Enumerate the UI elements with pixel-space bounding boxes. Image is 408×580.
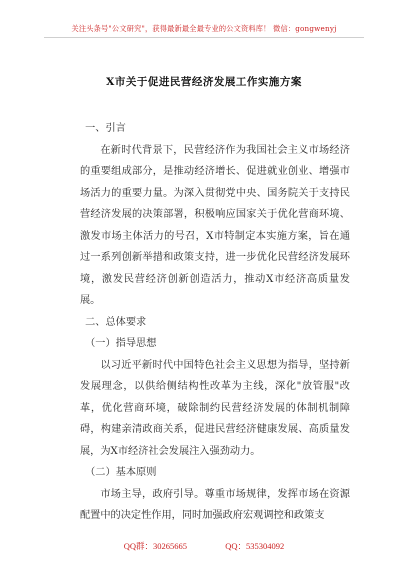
subheading-basic-principles: （二）基本原则 [85,467,157,478]
paragraph-intro: 在新时代背景下，民营经济作为我国社会主义市场经济的重要组成部分，是推动经济增长、促进就业创业、增强市场活力的重要力量。为深入贯彻党中央、国务院关于支持民营经济发展的决策部署，积极响应国家关于优化营商环境、激发市场主体活力的号召，X市特制定本实施方案，旨在通过一系列创新举措和政策支持，进一步优化民营经济发展环境，激发民营经济创新创造活力，推动X市经济高质量发展。 [80,144,350,306]
footer-contact [0,540,408,552]
section-heading-intro: 一、引言 [85,123,126,134]
paragraph-guiding-ideology: 以习近平新时代中国特色社会主义思想为指导，坚持新发展理念，以供给侧结构性改革为主线，深化"放管服"改革，优化营商环境，破除制约民营经济发展的体制机制障碍，构建亲清政商关系，促进民营经济健康发展、高质量发展，为X市经济社会发展注入强劲动力。 [80,359,350,457]
footer-qq-group: QQ群：30265665 [123,541,188,551]
footer-qq: QQ：535304092 [225,541,285,551]
section-heading-requirements: 二、总体要求 [85,316,147,328]
header-divider [44,37,364,38]
paragraph-basic-principles: 市场主导，政府引导。尊重市场规律，发挥市场在资源配置中的决定性作用，同时加强政府宏观调控和政策支 [80,488,350,521]
document-title: X市关于促进民营经济发展工作实施方案 [106,76,302,88]
header-note: 关注头条号"公文研究"，获得最新最全最专业的公文资料库！ 微信：gongwenyj [71,24,337,33]
document-body [80,118,350,527]
subheading-guiding-ideology: （一）指导思想 [85,338,157,349]
